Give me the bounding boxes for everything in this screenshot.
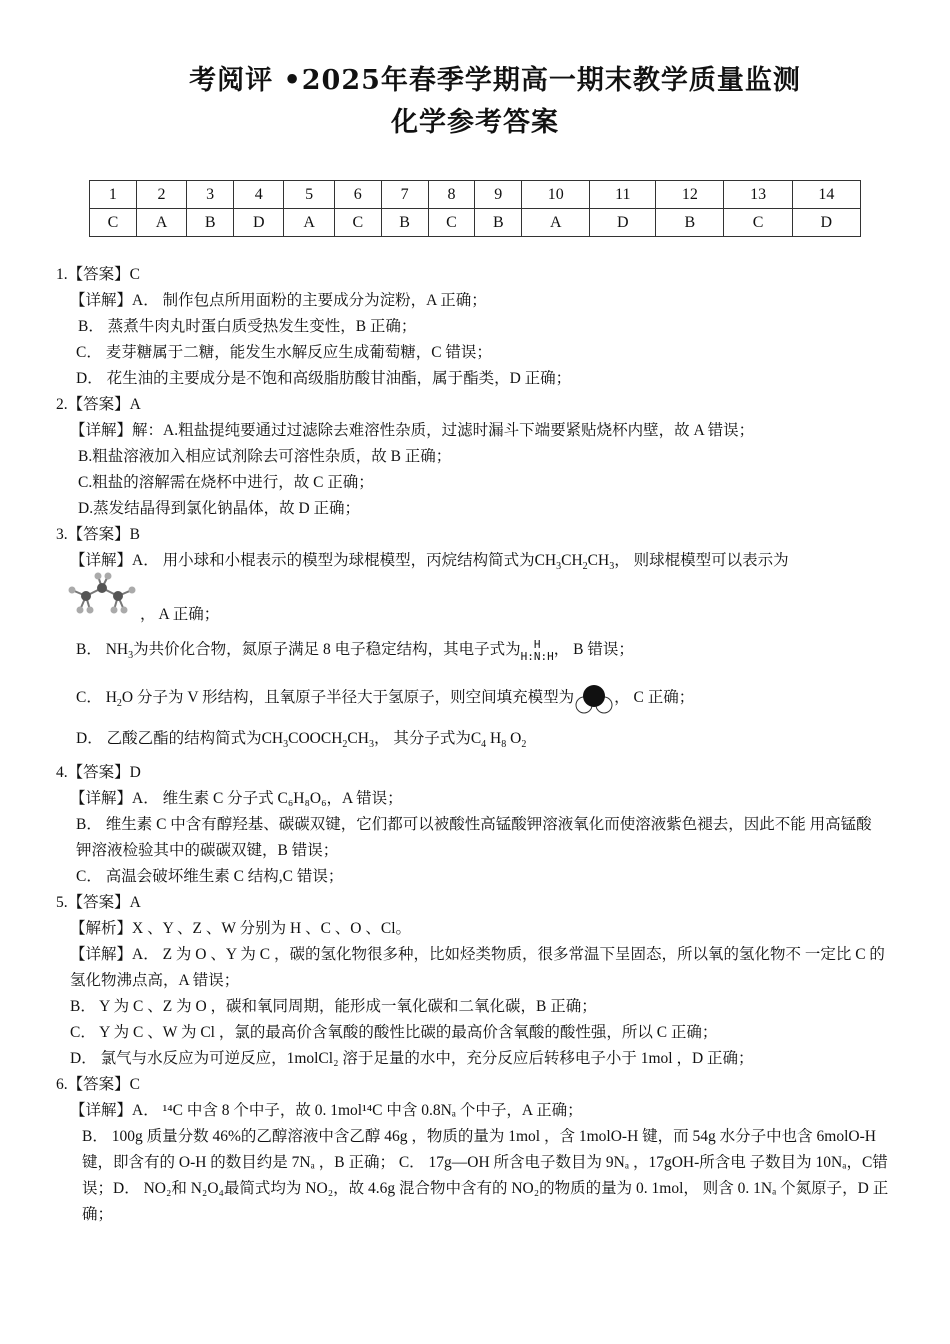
q4-detail-c: C． 高温会破坏维生素 C 结构,C 错误；: [76, 868, 344, 886]
page-subtitle: 化学参考答案: [391, 107, 559, 138]
answer-cell: D: [234, 209, 284, 237]
q4-answer: 4.【答案】D: [56, 764, 141, 782]
answer-cell: D: [792, 209, 860, 237]
ammonia-electron-formula: H H:N:H: [520, 637, 554, 663]
q6-detail-a: 【详解】A． ¹⁴C 中含 8 个中子，故 0. 1mol¹⁴C 中含 0.8Nₐ 个中子，A 正确；: [70, 1102, 583, 1120]
question-number-cell: 7: [381, 181, 428, 209]
question-number-cell: 14: [792, 181, 860, 209]
question-number-cell: 11: [590, 181, 656, 209]
question-number-cell: 9: [475, 181, 522, 209]
answer-cell: B: [381, 209, 428, 237]
answer-cell: C: [90, 209, 137, 237]
q6-detail-b: B． 100g 质量分数 46%的乙醇溶液中含乙醇 46g ，物质的量为 1mol ，含 1molO-H 键，而 54g 水分子中也含 6molO-H 键，即含有的 O-H 的数目约是 7Nₐ ，B 正确； C． 17g—OH 所含电子数目为 9Nₐ ，17gOH-所含电 子数目为 10Nₐ，C错误；D． NO₂和 N₂O₄最简式均为 NO₂，故 4.6g 混合物中含有的 NO₂的物质的量为 0. 1mol， 则含 0. 1Nₐ 个氮原子，D 正确；: [82, 1128, 889, 1224]
answer-cell: C: [334, 209, 381, 237]
answer-table-answer-row: [90, 209, 861, 237]
question-number-cell: 3: [187, 181, 234, 209]
q4-detail-a: 【详解】A． 维生素 C 分子式 C₆H₈O₆，A 错误；: [70, 790, 403, 808]
q3-detail-b: B． $NH_3$为共价化合物，氮原子满足 8 电子稳定结构，其电子式为 H H:N:H ， B 错误；: [76, 637, 634, 663]
question-number-cell: 6: [334, 181, 381, 209]
water-space-filling-model-icon: [574, 683, 614, 715]
question-number-cell: 2: [136, 181, 186, 209]
answer-cell: D: [590, 209, 656, 237]
q3-detail-c: C． $H_2O$ 分子为 V 形结构，且氧原子半径大于氢原子，则空间填充模型为 ， C 正确；: [56, 678, 906, 724]
q5-detail-b: B． Y 为 C 、Z 为 O ，碳和氧同周期，能形成一氧化碳和二氧化碳，B 正确；: [70, 998, 597, 1016]
answer-table: [89, 180, 861, 237]
q5-detail-c: C． Y 为 C 、W 为 Cl ，氯的最高价含氧酸的酸性比碳的最高价含氧酸的酸性强，所以 C 正确；: [70, 1024, 718, 1042]
q2-detail-d: D.蒸发结晶得到氯化钠晶体，故 D 正确；: [78, 500, 361, 517]
answer-cell: B: [656, 209, 724, 237]
q3-detail-a: 【详解】A． 用小球和小棍表示的模型为球棍模型，丙烷结构简式为$CH_3CH_2CH_3$， 则球棍模型可以表示为: [70, 552, 789, 573]
question-number-cell: 12: [656, 181, 724, 209]
q2-detail-a: 【详解】解：A.粗盐提纯要通过过滤除去难溶性杂质，过滤时漏斗下端要紧贴烧杯内壁，故 A 错误；: [70, 422, 755, 439]
question-number-cell: 10: [522, 181, 590, 209]
q5-analysis: 【解析】X 、Y 、Z 、W 分别为 H 、C 、O 、Cl。: [70, 920, 412, 938]
answer-table-number-row: [90, 181, 861, 209]
propane-ball-stick-model-icon: [66, 568, 138, 624]
q5-detail-d: D． 氯气与水反应为可逆反应，1molCl₂ 溶于足量的水中，充分反应后转移电子小于 1mol ，D 正确；: [70, 1050, 754, 1068]
q1-answer: 1.【答案】C: [56, 266, 140, 283]
q3-answer: 3.【答案】B: [56, 526, 140, 543]
answer-cell: C: [724, 209, 792, 237]
q1-detail-b: B． 蒸煮牛肉丸时蛋白质受热发生变性，B 正确；: [78, 318, 417, 335]
q4-detail-b: B． 维生素 C 中含有醇羟基、碳碳双键，它们都可以被酸性高锰酸钾溶液氧化而使溶液紫色褪去，因此不能 用高锰酸钾溶液检验其中的碳碳双键，B 错误；: [76, 816, 872, 860]
answer-cell: A: [284, 209, 334, 237]
q1-detail-d: D． 花生油的主要成分是不饱和高级脂肪酸甘油酯，属于酯类，D 正确；: [76, 370, 572, 387]
q1-detail-a: 【详解】A． 制作包点所用面粉的主要成分为淀粉，A 正确；: [70, 292, 487, 309]
q2-detail-c: C.粗盐的溶解需在烧杯中进行，故 C 正确；: [78, 474, 374, 491]
question-number-cell: 4: [234, 181, 284, 209]
answer-cell: C: [428, 209, 475, 237]
q3-detail-d: D． 乙酸乙酯的结构简式为$CH_3COOCH_2CH_3$， 其分子式为$C_4$ $H_8$ $O_2$: [76, 730, 527, 751]
q1-detail-c: C． 麦芽糖属于二糖，能发生水解反应生成葡萄糖，C 错误；: [76, 344, 492, 361]
question-number-cell: 8: [428, 181, 475, 209]
q2-detail-b: B.粗盐溶液加入相应试剂除去可溶性杂质，故 B 正确；: [78, 448, 452, 465]
answer-cell: B: [187, 209, 234, 237]
answer-cell: B: [475, 209, 522, 237]
q5-answer: 5.【答案】A: [56, 894, 141, 912]
answer-cell: A: [522, 209, 590, 237]
explanations: [56, 262, 906, 1228]
question-number-cell: 5: [284, 181, 334, 209]
question-number-cell: 13: [724, 181, 792, 209]
question-number-cell: 1: [90, 181, 137, 209]
answer-cell: A: [136, 209, 186, 237]
page-title: 考阅评 •2025年春季学期高一期末教学质量监测: [189, 65, 801, 96]
q6-answer: 6.【答案】C: [56, 1076, 140, 1094]
q2-answer: 2.【答案】A: [56, 396, 141, 413]
q5-detail-a: 【详解】A． Z 为 O 、Y 为 C ，碳的氢化物很多种，比如烃类物质，很多常温下呈固态，所以氧的氢化物不 一定比 C 的氢化物沸点高，A 错误；: [70, 946, 885, 990]
q3-ball-stick-line: ， A 正确；: [56, 580, 906, 628]
